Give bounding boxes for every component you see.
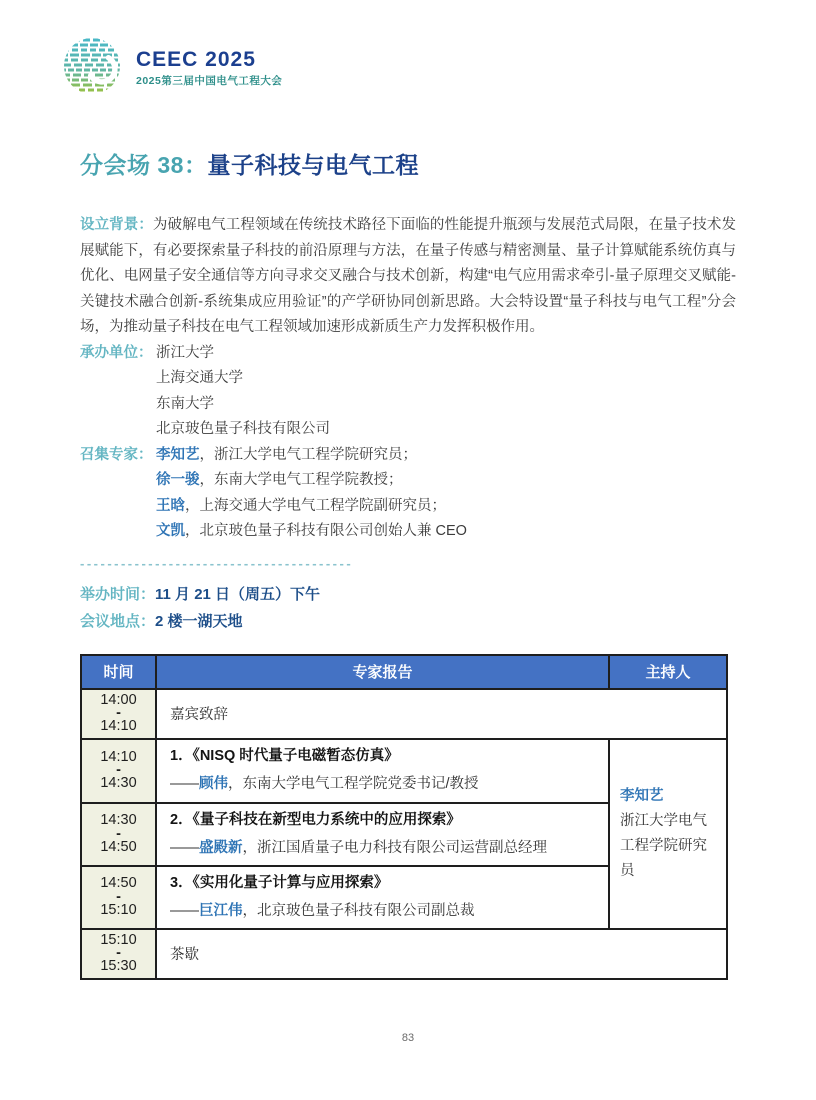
- host-cell: [609, 739, 727, 929]
- background-label: 设立背景：: [80, 217, 153, 233]
- organizers-label: 承办单位：: [80, 344, 153, 361]
- report-cell: [156, 739, 609, 803]
- title-main: 量子科技与电气工程: [207, 152, 419, 178]
- conveners-section: [80, 443, 736, 545]
- convener-name: 文凯: [156, 523, 185, 539]
- convener-name: 李知艺: [156, 446, 200, 463]
- schedule-table: [80, 654, 728, 980]
- organizer-item: 浙江大学: [156, 344, 214, 361]
- background-section: [80, 213, 736, 341]
- speaker-affiliation: ，浙江国盾量子电力科技有限公司运营副总经理: [242, 839, 547, 856]
- speaker-name: 巨江伟: [199, 902, 243, 919]
- background-text: 为破解电气工程领域在传统技术路径下面临的性能提升瓶颈与发展范式局限，在量子技术发展赋能下，有必要探索量子科技的前沿原理与方法，在量子传感与精密测量、量子计算赋能系统仿真与优化、电网量子安全通信等方向寻求交叉融合与技术创新，构建“电气应用需求牵引-量子原理交叉赋能-关键技术融合创新-系统集成应用验证”的产学研协同创新思路。大会特设置“量子科技与电气工程”分会场，为推动量子科技在电气工程领域加速形成新质生产力发挥积极作用。: [80, 217, 737, 335]
- em-dash: ——: [170, 839, 199, 856]
- speaker-line: [170, 774, 595, 795]
- venue-label: 会议地点：: [80, 613, 156, 630]
- header-cell-host: 主持人: [609, 655, 727, 689]
- organizer-item: 东南大学: [156, 395, 214, 412]
- time-cell: 15:10 - 15:30: [81, 929, 156, 979]
- table-header-row: [81, 655, 727, 689]
- venue-row: [80, 608, 736, 636]
- convener-desc: ，北京玻色量子科技有限公司创始人兼 CEO: [185, 523, 467, 539]
- ceec-brand-subtitle: 2025第三届中国电气工程大会: [136, 74, 283, 87]
- host-name: 李知艺: [620, 787, 664, 804]
- organizer-item: 北京玻色量子科技有限公司: [156, 421, 330, 437]
- ceec-globe-icon: [63, 36, 123, 101]
- time-cell: 14:00 - 14:10: [81, 689, 156, 739]
- conveners-label: 召集专家：: [80, 446, 153, 463]
- convener-desc: ，东南大学电气工程学院教授；: [199, 472, 403, 488]
- host-desc: 浙江大学电气工程学院研究员: [620, 812, 707, 879]
- section-divider: ----------------------------------------: [80, 556, 354, 571]
- convener-name: 王晗: [156, 497, 185, 514]
- event-time-row: [80, 581, 736, 609]
- speaker-affiliation: ，东南大学电气工程学院党委书记/教授: [228, 776, 479, 792]
- ceec-brand-text: CEEC 2025: [136, 47, 256, 71]
- header-cell-time: 时间: [81, 655, 156, 689]
- page-number: 83: [401, 1032, 415, 1044]
- convener-item: [156, 494, 736, 520]
- speaker-name: 盛殿新: [199, 839, 243, 856]
- report-cell: [156, 866, 609, 929]
- em-dash: ——: [170, 902, 199, 919]
- page-title: [80, 150, 736, 180]
- time-cell: 14:10 - 14:30: [81, 739, 156, 803]
- convener-item: [156, 443, 736, 469]
- organizer-item: 上海交通大学: [156, 370, 243, 386]
- speaker-line: [170, 838, 595, 859]
- report-cell: 嘉宾致辞: [156, 689, 727, 739]
- report-cell: 茶歇: [156, 929, 727, 979]
- em-dash: ——: [170, 776, 199, 792]
- convener-name: 徐一骏: [156, 472, 200, 488]
- organizers-section: [80, 341, 736, 443]
- event-time-label: 举办时间：: [80, 585, 156, 603]
- event-info: [80, 581, 736, 636]
- talk-title: 1．《NISQ 时代量子电磁暂态仿真》: [170, 748, 399, 764]
- time-cell: 14:50 - 15:10: [81, 866, 156, 929]
- report-cell: [156, 803, 609, 866]
- speaker-name: 顾伟: [199, 776, 228, 792]
- ceec-logo: [63, 38, 736, 98]
- talk-title: 2．《量子科技在新型电力系统中的应用探索》: [170, 811, 461, 828]
- talk-title: 3．《实用化量子计算与应用探索》: [170, 874, 389, 891]
- speaker-affiliation: ，北京玻色量子科技有限公司副总裁: [242, 902, 475, 919]
- convener-desc: ，上海交通大学电气工程学院副研究员；: [185, 497, 446, 514]
- speaker-line: [170, 901, 595, 922]
- table-row: [81, 689, 727, 739]
- table-row: [81, 739, 727, 803]
- event-time-value: 11 月 21 日（周五）下午: [155, 585, 321, 603]
- venue-value: 2 楼一湖天地: [155, 613, 243, 630]
- convener-item: [156, 468, 736, 494]
- title-prefix: 分会场 38：: [80, 152, 208, 178]
- convener-desc: ，浙江大学电气工程学院研究员；: [199, 446, 417, 463]
- header-cell-report: 专家报告: [156, 655, 609, 689]
- convener-item: [156, 519, 736, 545]
- time-cell: 14:30 - 14:50: [81, 803, 156, 866]
- table-row: [81, 929, 727, 979]
